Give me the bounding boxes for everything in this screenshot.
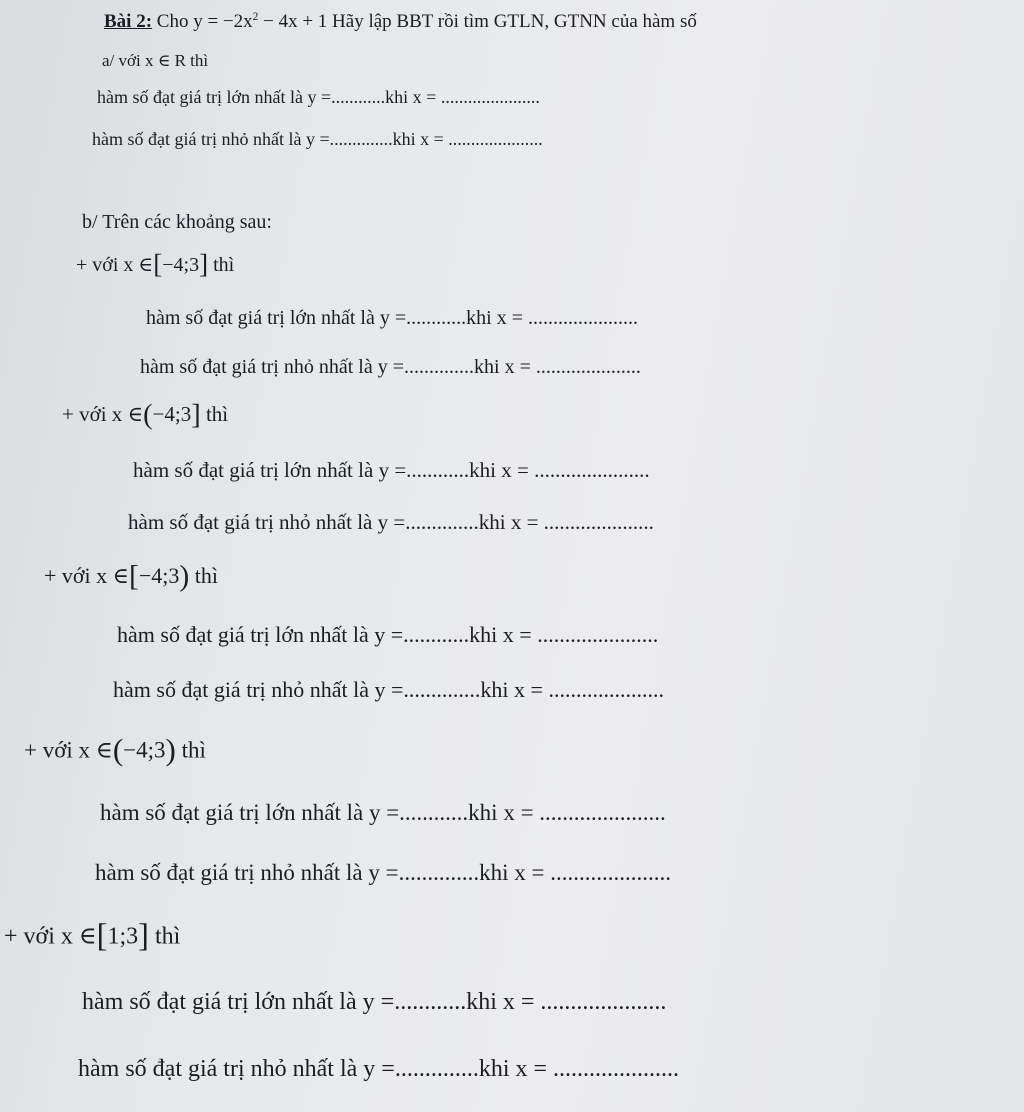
- function-formula: $y = -2x^2 - 4x + 1$: [193, 11, 328, 32]
- interval-1-line: + với x ∈[−4;3] thì: [76, 249, 235, 279]
- interval-5-min-line: hàm số đạt giá trị nhỏ nhất là y =..............khi x = .....................: [78, 1056, 680, 1082]
- interval-5-line: + với x ∈[1;3] thì: [4, 918, 181, 954]
- part-b-heading: b/ Trên các khoảng sau:: [82, 211, 272, 233]
- interval-1-max-line: hàm số đạt giá trị lớn nhất là y =............khi x = ......................: [146, 307, 638, 329]
- problem-task: Hãy lập BBT rồi tìm GTLN, GTNN của hàm số: [332, 11, 697, 32]
- part-a-min-line: hàm số đạt giá trị nhỏ nhất là y =..............khi x = .....................: [92, 129, 543, 149]
- interval-2-min-line: hàm số đạt giá trị nhỏ nhất là y =..............khi x = .....................: [128, 510, 654, 534]
- interval-3-line: + với x ∈[−4;3) thì: [44, 560, 218, 593]
- interval-3-max-line: hàm số đạt giá trị lớn nhất là y =............khi x = ......................: [117, 622, 659, 647]
- problem-header: [104, 12, 697, 31]
- part-a-heading: a/ với x ∈ R thì: [102, 51, 209, 70]
- problem-label: Bài 2:: [104, 11, 153, 32]
- part-a-max-line: hàm số đạt giá trị lớn nhất là y =............khi x = ......................: [97, 87, 540, 107]
- interval-2-max-line: hàm số đạt giá trị lớn nhất là y =............khi x = ......................: [133, 458, 650, 482]
- interval-4-line: + với x ∈(−4;3) thì: [24, 732, 206, 767]
- problem-intro: Cho: [156, 11, 189, 32]
- interval-3-min-line: hàm số đạt giá trị nhỏ nhất là y =..............khi x = .....................: [113, 677, 664, 702]
- interval-2-line: + với x ∈(−4;3] thì: [62, 399, 229, 431]
- interval-4-min-line: hàm số đạt giá trị nhỏ nhất là y =..............khi x = .....................: [95, 860, 671, 885]
- interval-5-max-line: hàm số đạt giá trị lớn nhất là y =............khi x = .....................: [82, 989, 667, 1015]
- interval-1-min-line: hàm số đạt giá trị nhỏ nhất là y =..............khi x = .....................: [140, 356, 641, 378]
- interval-4-max-line: hàm số đạt giá trị lớn nhất là y =............khi x = ......................: [100, 800, 666, 825]
